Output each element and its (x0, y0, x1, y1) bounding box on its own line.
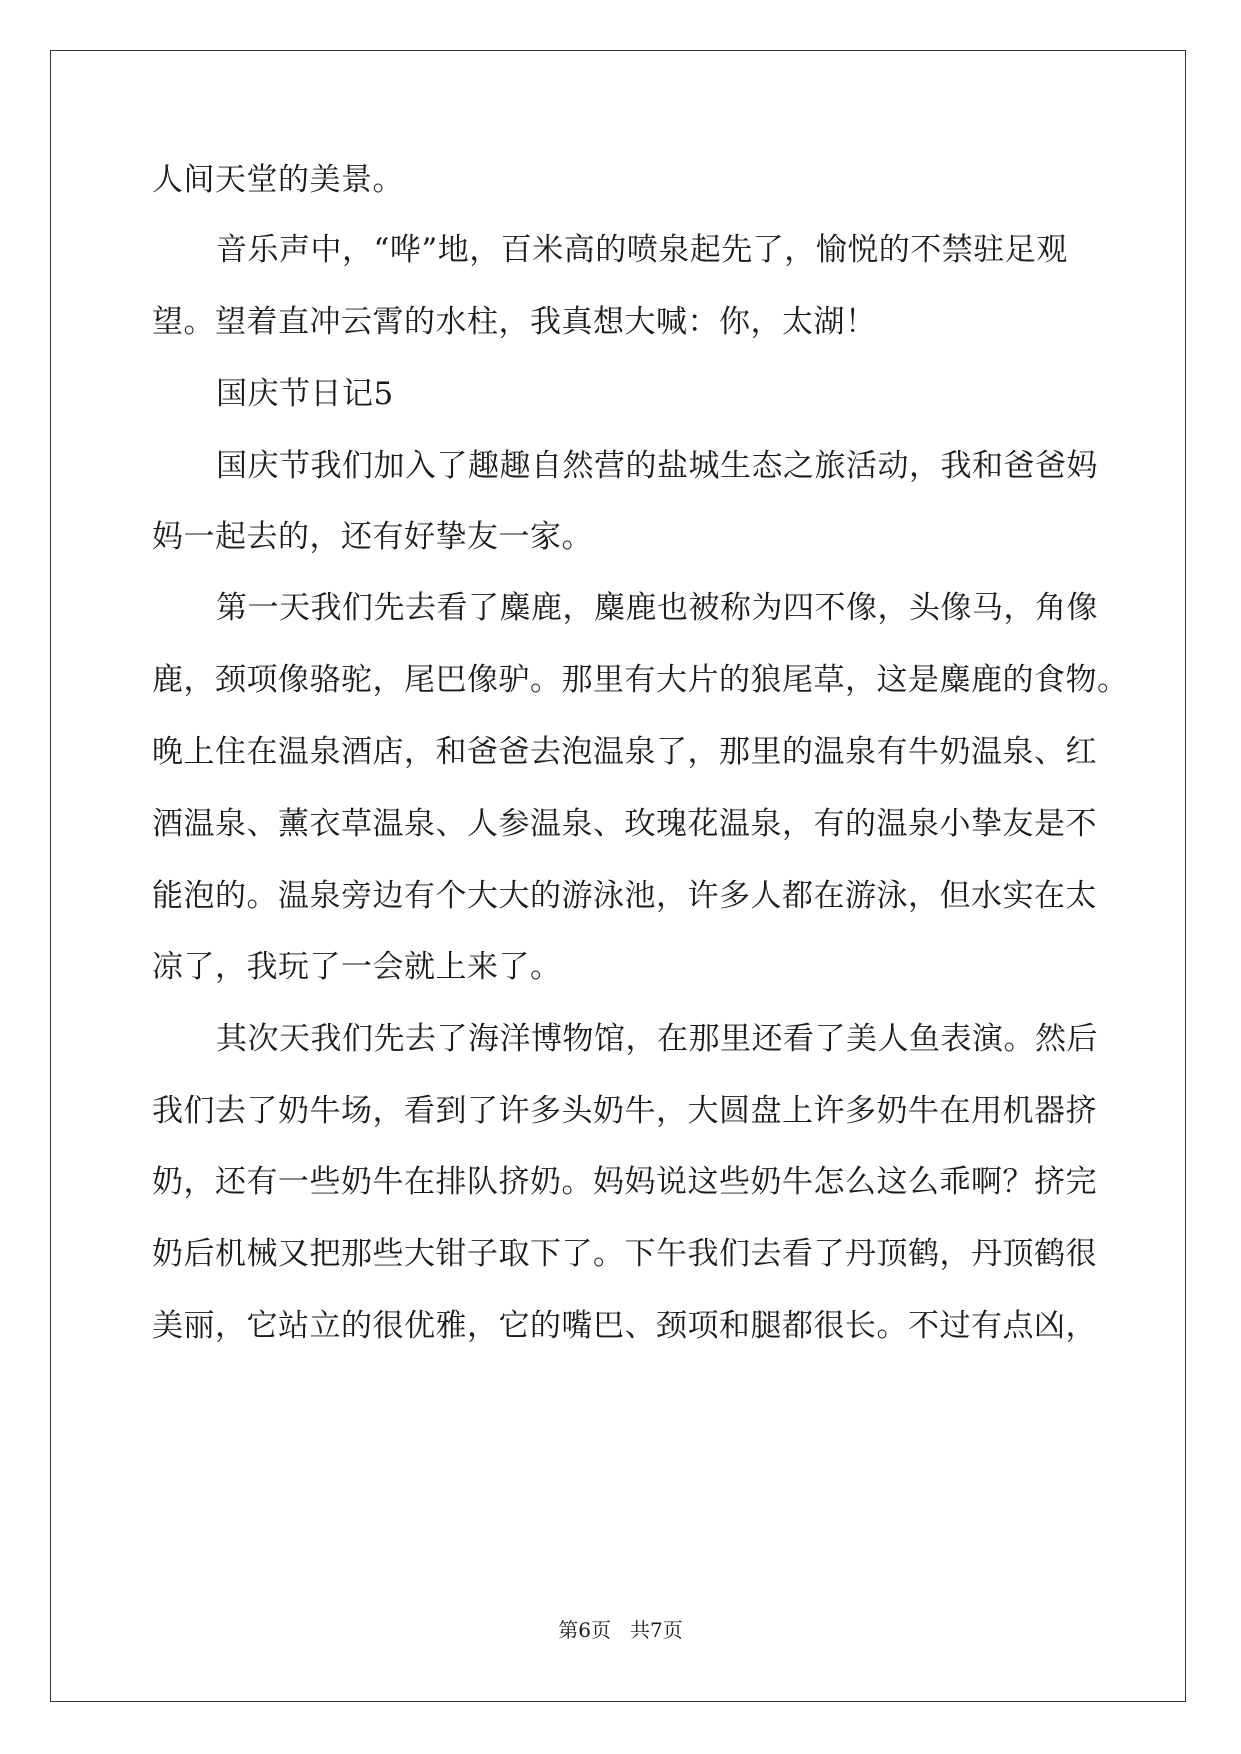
total-pages: 共7页 (630, 1618, 683, 1642)
text-line: 凉了，我玩了一会就上来了。 (152, 949, 562, 985)
text-line: 酒温泉、薰衣草温泉、人参温泉、玫瑰花温泉，有的温泉小挚友是不 (152, 806, 1097, 842)
text-line: 奶后机械又把那些大钳子取下了。下午我们去看了丹顶鹤，丹顶鹤很 (152, 1236, 1097, 1272)
text-line: 鹿，颈项像骆驼，尾巴像驴。那里有大片的狼尾草，这是麋鹿的食物。 (152, 662, 1129, 698)
text-line: 能泡的。温泉旁边有个大大的游泳池，许多人都在游泳，但水实在太 (152, 878, 1097, 914)
text-line: 晚上住在温泉酒店，和爸爸去泡温泉了，那里的温泉有牛奶温泉、红 (152, 734, 1097, 770)
text-line: 美丽，它站立的很优雅，它的嘴巴、颈项和腿都很长。不过有点凶， (152, 1308, 1097, 1344)
page-number: 第6页 (558, 1618, 611, 1642)
page-footer (0, 1616, 1241, 1644)
text-line: 人间天堂的美景。 (152, 162, 404, 198)
section-heading: 国庆节日记5 (216, 376, 394, 412)
text-line: 奶，还有一些奶牛在排队挤奶。妈妈说这些奶牛怎么这么乖啊？挤完 (152, 1164, 1097, 1200)
text-line: 我们去了奶牛场，看到了许多头奶牛，大圆盘上许多奶牛在用机器挤 (152, 1093, 1097, 1129)
text-line: 国庆节我们加入了趣趣自然营的盐城生态之旅活动，我和爸爸妈 (216, 448, 1098, 484)
text-line: 音乐声中，“哗”地，百米高的喷泉起先了，愉悦的不禁驻足观 (216, 232, 1068, 268)
text-line: 其次天我们先去了海洋博物馆，在那里还看了美人鱼表演。然后 (216, 1021, 1098, 1057)
text-line: 妈一起去的，还有好挚友一家。 (152, 519, 593, 555)
text-line: 第一天我们先去看了麋鹿，麋鹿也被称为四不像，头像马，角像 (216, 590, 1098, 626)
text-line: 望。望着直冲云霄的水柱，我真想大喊：你，太湖！ (152, 304, 877, 340)
